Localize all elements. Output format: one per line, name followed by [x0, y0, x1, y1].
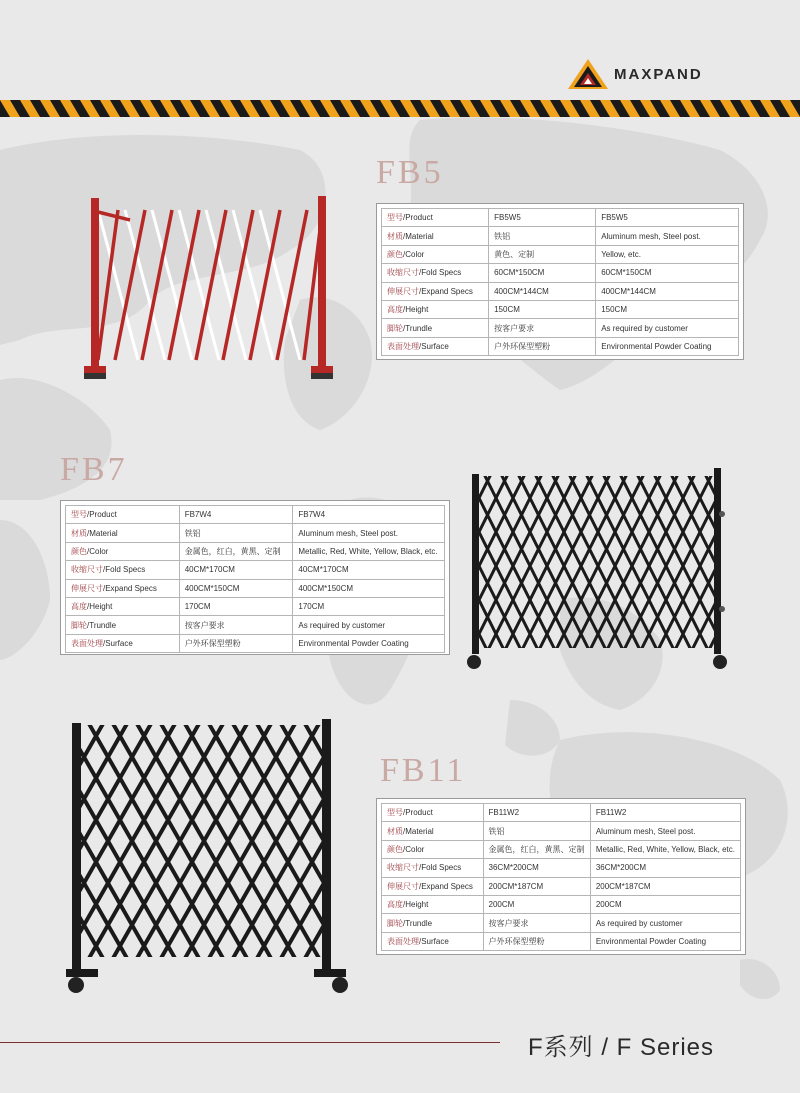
fb5-product-image — [80, 190, 342, 382]
spec-row — [66, 524, 445, 542]
spec-label-cn: 脚轮 — [387, 918, 403, 928]
fb5-spec-table — [376, 203, 744, 360]
spec-value-en: 400CM*150CM — [293, 579, 445, 597]
spec-label-cn: 型号 — [387, 213, 403, 223]
spec-value-cn: 40CM*170CM — [179, 561, 293, 579]
spec-row — [382, 877, 741, 895]
spec-label — [66, 634, 180, 652]
spec-label-en: /Product — [403, 213, 433, 223]
fb7-product-image — [462, 464, 734, 674]
spec-label-en: /Fold Specs — [419, 863, 462, 873]
spec-value-cn: 按客户要求 — [179, 616, 293, 634]
spec-label — [382, 914, 484, 932]
spec-label — [66, 506, 180, 524]
hazard-stripe — [0, 100, 800, 117]
spec-row — [66, 616, 445, 634]
spec-row — [382, 822, 741, 840]
spec-label — [382, 245, 489, 263]
spec-value-en: 200CM — [590, 895, 740, 913]
spec-label-en: /Height — [403, 305, 429, 315]
brand-logo — [566, 56, 746, 92]
spec-value-en: Aluminum mesh, Steel post. — [596, 227, 739, 245]
spec-row — [382, 840, 741, 858]
spec-label-cn: 收缩尺寸 — [387, 863, 419, 873]
spec-label-cn: 伸展尺寸 — [71, 583, 103, 593]
spec-value-cn: 户外环保型塑粉 — [483, 932, 590, 950]
spec-label — [66, 579, 180, 597]
spec-value-en: FB5W5 — [596, 209, 739, 227]
spec-row — [382, 209, 739, 227]
spec-label — [382, 319, 489, 337]
spec-label — [382, 300, 489, 318]
spec-value-cn: 金属色，红白，黄黑、定制 — [483, 840, 590, 858]
spec-label — [382, 337, 489, 355]
spec-label — [66, 597, 180, 615]
spec-label — [382, 227, 489, 245]
spec-label — [382, 209, 489, 227]
spec-row — [66, 579, 445, 597]
spec-label-cn: 伸展尺寸 — [387, 881, 419, 891]
spec-value-en: 170CM — [293, 597, 445, 615]
spec-row — [66, 506, 445, 524]
spec-label-en: /Surface — [419, 936, 449, 946]
spec-label — [66, 616, 180, 634]
spec-value-en: 40CM*170CM — [293, 561, 445, 579]
spec-value-en: Yellow, etc. — [596, 245, 739, 263]
spec-value-en: Environmental Powder Coating — [596, 337, 739, 355]
spec-label-en: /Height — [87, 602, 113, 612]
spec-label-en: /Expand Specs — [419, 286, 473, 296]
spec-value-en: 60CM*150CM — [596, 264, 739, 282]
spec-row — [382, 804, 741, 822]
spec-row — [66, 597, 445, 615]
spec-label-cn: 高度 — [71, 602, 87, 612]
spec-value-en: As required by customer — [596, 319, 739, 337]
spec-row — [382, 300, 739, 318]
spec-label — [382, 859, 484, 877]
spec-label-en: /Trundle — [403, 918, 433, 928]
spec-label-en: /Expand Specs — [103, 583, 157, 593]
spec-row — [382, 227, 739, 245]
spec-value-cn: 200CM — [483, 895, 590, 913]
spec-label — [382, 804, 484, 822]
fb11-product-image — [60, 715, 350, 998]
spec-label-en: /Color — [403, 249, 425, 259]
spec-row — [382, 264, 739, 282]
spec-label-cn: 型号 — [71, 510, 87, 520]
spec-label-en: /Material — [87, 528, 118, 538]
spec-label-en: /Product — [87, 510, 117, 520]
spec-value-en: Environmental Powder Coating — [590, 932, 740, 950]
spec-label-cn: 材质 — [387, 231, 403, 241]
brand-name: MAXPAND — [614, 65, 703, 83]
spec-row — [382, 337, 739, 355]
spec-label — [66, 542, 180, 560]
spec-row — [382, 245, 739, 263]
fb5-title: FB5 — [376, 154, 444, 191]
spec-row — [382, 895, 741, 913]
spec-label — [382, 877, 484, 895]
spec-value-cn: 铁铝 — [489, 227, 596, 245]
spec-label-cn: 表面处理 — [387, 936, 419, 946]
spec-value-cn: FB7W4 — [179, 506, 293, 524]
spec-label — [382, 822, 484, 840]
spec-label-en: /Expand Specs — [419, 881, 473, 891]
spec-value-cn: 按客户要求 — [483, 914, 590, 932]
spec-value-en: Environmental Powder Coating — [293, 634, 445, 652]
spec-value-en: FB11W2 — [590, 804, 740, 822]
spec-value-cn: 金属色，红白，黄黑、定制 — [179, 542, 293, 560]
maxpand-logo-icon — [566, 57, 610, 91]
spec-label-cn: 脚轮 — [387, 323, 403, 333]
spec-label-cn: 颜色 — [71, 546, 87, 556]
spec-value-cn: 按客户要求 — [489, 319, 596, 337]
spec-row — [66, 634, 445, 652]
spec-row — [382, 914, 741, 932]
spec-label-cn: 颜色 — [387, 844, 403, 854]
series-title: F系列 / F Series — [528, 1034, 715, 1061]
spec-value-cn: 36CM*200CM — [483, 859, 590, 877]
spec-label-en: /Surface — [419, 341, 449, 351]
spec-label-cn: 高度 — [387, 900, 403, 910]
fb7-title: FB7 — [60, 451, 128, 488]
spec-row — [66, 542, 445, 560]
spec-label-en: /Material — [403, 826, 434, 836]
spec-value-en: Aluminum mesh, Steel post. — [293, 524, 445, 542]
spec-label-cn: 脚轮 — [71, 620, 87, 630]
spec-label-cn: 收缩尺寸 — [387, 268, 419, 278]
spec-value-cn: 200CM*187CM — [483, 877, 590, 895]
spec-value-cn: 400CM*150CM — [179, 579, 293, 597]
spec-value-cn: 150CM — [489, 300, 596, 318]
spec-label-cn: 表面处理 — [387, 341, 419, 351]
spec-value-cn: 铁铝 — [179, 524, 293, 542]
spec-value-en: As required by customer — [590, 914, 740, 932]
spec-label — [66, 561, 180, 579]
spec-label-cn: 高度 — [387, 305, 403, 315]
spec-value-en: 200CM*187CM — [590, 877, 740, 895]
spec-label-en: /Color — [87, 546, 109, 556]
spec-label-en: /Fold Specs — [419, 268, 462, 278]
spec-label — [66, 524, 180, 542]
spec-value-cn: 400CM*144CM — [489, 282, 596, 300]
spec-row — [382, 859, 741, 877]
spec-row — [382, 282, 739, 300]
spec-value-en: As required by customer — [293, 616, 445, 634]
spec-value-cn: FB5W5 — [489, 209, 596, 227]
fb11-spec-table — [376, 798, 746, 955]
spec-value-en: FB7W4 — [293, 506, 445, 524]
spec-label — [382, 932, 484, 950]
spec-label-cn: 收缩尺寸 — [71, 565, 103, 575]
spec-label — [382, 282, 489, 300]
spec-label-en: /Trundle — [87, 620, 117, 630]
spec-label-cn: 表面处理 — [71, 638, 103, 648]
spec-label — [382, 895, 484, 913]
spec-label-cn: 材质 — [387, 826, 403, 836]
spec-label-en: /Product — [403, 808, 433, 818]
spec-label-en: /Trundle — [403, 323, 433, 333]
fb7-spec-table — [60, 500, 450, 655]
spec-value-cn: 户外环保型塑粉 — [179, 634, 293, 652]
spec-label-cn: 材质 — [71, 528, 87, 538]
spec-value-en: Metallic, Red, White, Yellow, Black, etc. — [293, 542, 445, 560]
spec-value-cn: FB11W2 — [483, 804, 590, 822]
spec-value-en: 36CM*200CM — [590, 859, 740, 877]
spec-value-cn: 60CM*150CM — [489, 264, 596, 282]
spec-value-en: Metallic, Red, White, Yellow, Black, etc. — [590, 840, 740, 858]
spec-label-en: /Fold Specs — [103, 565, 146, 575]
spec-value-en: Aluminum mesh, Steel post. — [590, 822, 740, 840]
spec-value-cn: 户外环保型塑粉 — [489, 337, 596, 355]
spec-label-en: /Surface — [103, 638, 133, 648]
spec-label-en: /Height — [403, 900, 429, 910]
spec-label — [382, 840, 484, 858]
spec-label-cn: 伸展尺寸 — [387, 286, 419, 296]
spec-value-cn: 铁铝 — [483, 822, 590, 840]
spec-value-cn: 黄色、定制 — [489, 245, 596, 263]
spec-label-en: /Color — [403, 844, 425, 854]
spec-row — [382, 319, 739, 337]
spec-label-cn: 颜色 — [387, 249, 403, 259]
spec-label-cn: 型号 — [387, 808, 403, 818]
spec-label — [382, 264, 489, 282]
spec-value-en: 150CM — [596, 300, 739, 318]
spec-row — [382, 932, 741, 950]
spec-value-en: 400CM*144CM — [596, 282, 739, 300]
fb11-title: FB11 — [380, 752, 467, 789]
spec-row — [66, 561, 445, 579]
spec-value-cn: 170CM — [179, 597, 293, 615]
spec-label-en: /Material — [403, 231, 434, 241]
footer-divider — [0, 1042, 500, 1043]
